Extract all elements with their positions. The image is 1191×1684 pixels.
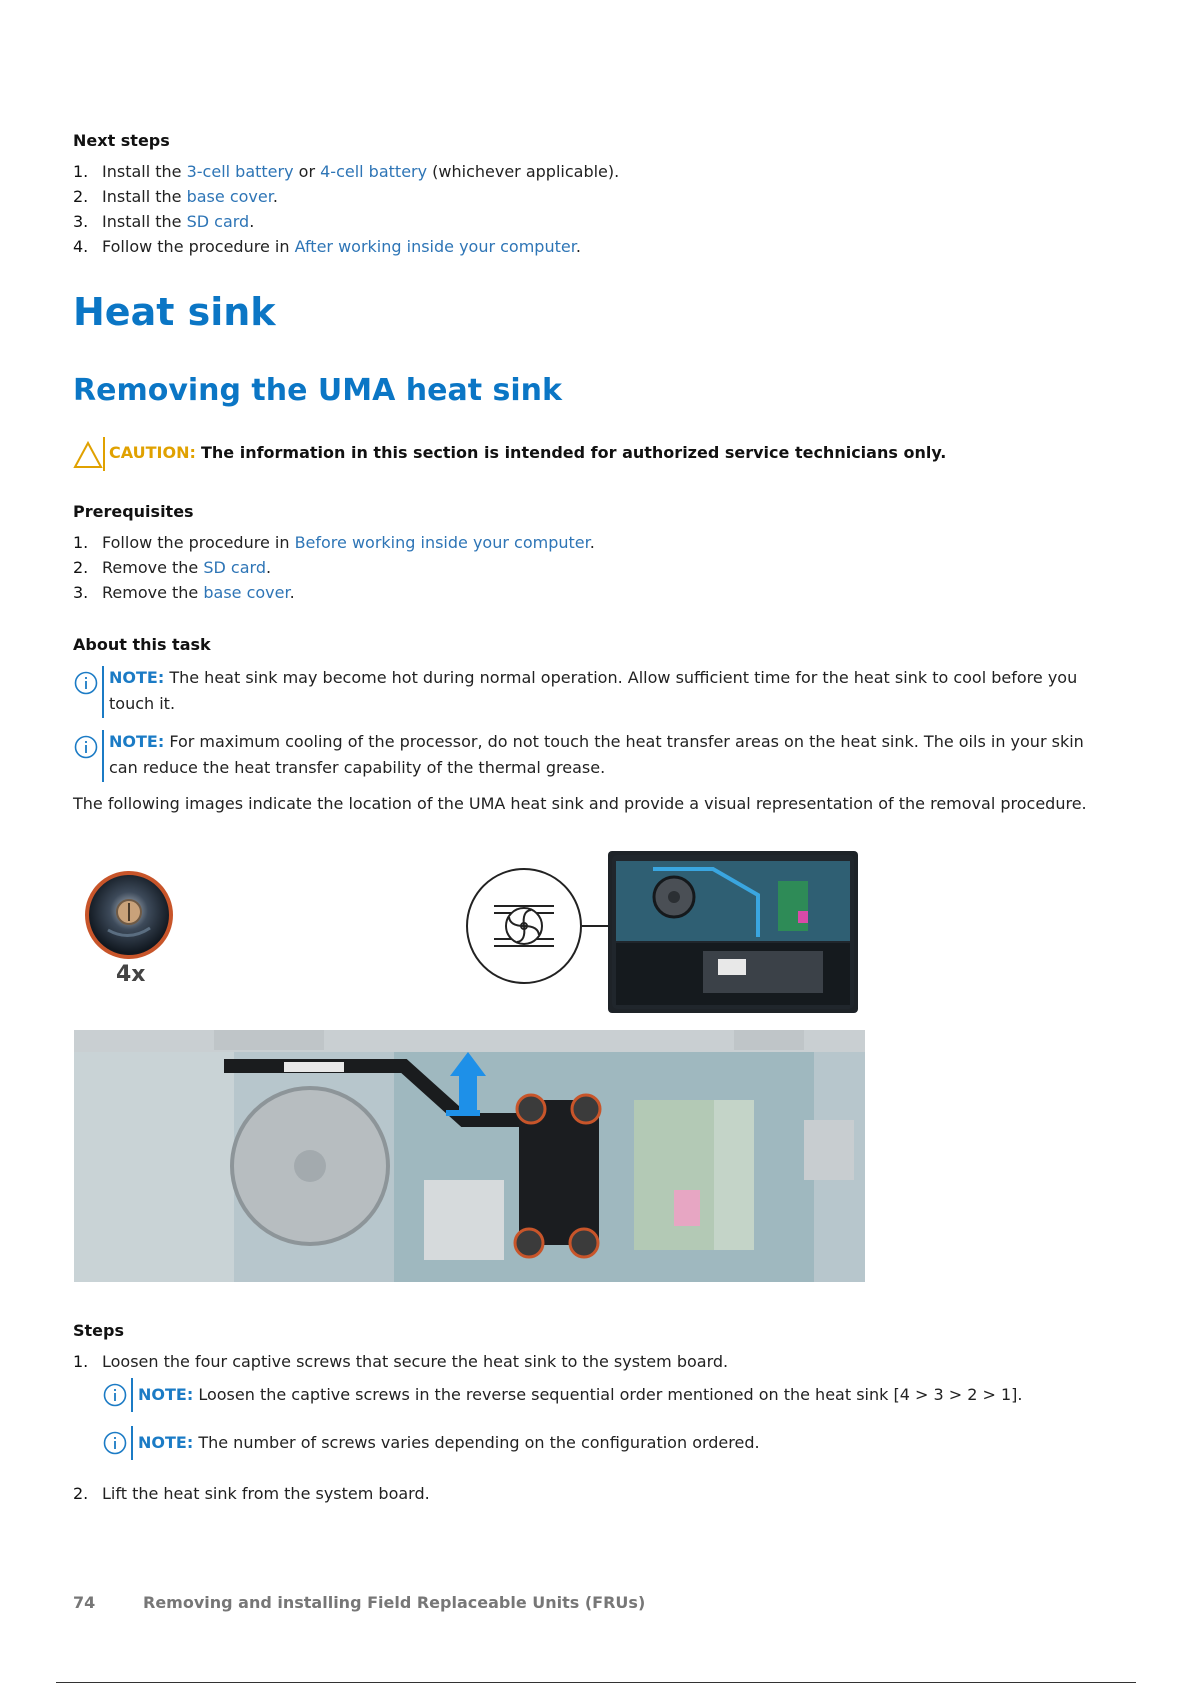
text: (whichever applicable). [427, 162, 620, 181]
list-number: 1. [73, 162, 89, 181]
list-text [102, 237, 581, 256]
list-text [102, 187, 278, 206]
text: Install the [102, 212, 187, 231]
list-text [102, 162, 619, 181]
list-item [0, 1484, 1191, 1506]
link-sd-card[interactable]: SD card [186, 212, 250, 231]
list-item [0, 558, 1191, 580]
footer-title: Removing and installing Field Replaceable Units (FRUs) [143, 1593, 646, 1612]
list-text: Lift the heat sink from the system board. [102, 1484, 430, 1503]
list-text [102, 583, 295, 602]
list-item [0, 583, 1191, 605]
list-number: 2. [73, 187, 89, 206]
footer-rule [56, 1682, 1136, 1683]
figure-intro: The following images indicate the location of the UMA heat sink and provide a visual representation of the removal procedure. [73, 794, 1087, 813]
text: Follow the procedure in [102, 237, 295, 256]
caution-text: The information in this section is intended for authorized service technicians only. [200, 443, 947, 462]
list-number: 1. [73, 533, 89, 552]
list-text [102, 558, 271, 577]
link-before-working[interactable]: Before working inside your computer [294, 533, 590, 552]
list-text [102, 212, 254, 231]
list-number: 2. [73, 1484, 89, 1503]
note-block [109, 729, 1119, 781]
info-icon [74, 734, 100, 760]
text: Remove the [102, 558, 204, 577]
list-text: Loosen the four captive screws that secure the heat sink to the system board. [102, 1352, 729, 1371]
page-number: 74 [73, 1593, 96, 1612]
list-number: 3. [73, 212, 89, 231]
info-icon [74, 670, 100, 696]
note-label: NOTE: [109, 668, 165, 687]
list-text [102, 533, 595, 552]
fan-callout-icon [464, 866, 584, 986]
note-text: can reduce the heat transfer capability of the thermal grease. [109, 758, 606, 777]
link-sd-card[interactable]: SD card [203, 558, 266, 577]
note-label: NOTE: [138, 1433, 194, 1452]
note-label: NOTE: [138, 1385, 194, 1404]
about-heading: About this task [73, 635, 211, 654]
list-item [0, 237, 1191, 259]
list-item [0, 162, 1191, 184]
note-text: Loosen the captive screws in the reverse sequential order mentioned on the heat sink [4 > 3 > 2 > 1]. [198, 1385, 1023, 1404]
text: Install the [102, 162, 187, 181]
note-block [138, 1430, 760, 1456]
text: . [272, 187, 278, 206]
text: . [249, 212, 255, 231]
note-text: The number of screws varies depending on the configuration ordered. [198, 1433, 760, 1452]
info-icon [103, 1382, 129, 1408]
info-icon [103, 1430, 129, 1456]
text: Install the [102, 187, 187, 206]
list-number: 2. [73, 558, 89, 577]
screw-count: 4x [116, 962, 146, 987]
link-base-cover[interactable]: base cover [203, 583, 290, 602]
list-item [0, 1352, 1191, 1374]
link-4-cell-battery[interactable]: 4-cell battery [320, 162, 428, 181]
laptop-overview-image [608, 851, 858, 1013]
note-block [109, 665, 1109, 717]
warning-icon [73, 437, 105, 471]
list-item [0, 533, 1191, 555]
note-bar [131, 1378, 133, 1412]
note-bar [102, 666, 104, 718]
note-text: touch it. [109, 694, 176, 713]
note-label: NOTE: [109, 732, 165, 751]
heat-sink-removal-image [74, 1030, 865, 1282]
caution-block [109, 443, 946, 462]
list-number: 3. [73, 583, 89, 602]
next-steps-heading: Next steps [73, 131, 170, 150]
list-item [0, 212, 1191, 234]
link-3-cell-battery[interactable]: 3-cell battery [186, 162, 294, 181]
page-title: Heat sink [73, 290, 276, 334]
text: . [589, 533, 595, 552]
section-title: Removing the UMA heat sink [73, 373, 562, 408]
text: Remove the [102, 583, 204, 602]
note-block [138, 1382, 1023, 1408]
caution-label: CAUTION: [109, 443, 196, 462]
link-base-cover[interactable]: base cover [186, 187, 273, 206]
note-text: The heat sink may become hot during normal operation. Allow sufficient time for the heat sink to cool before you [169, 668, 1078, 687]
text: . [289, 583, 295, 602]
note-bar [102, 730, 104, 782]
text: . [265, 558, 272, 577]
screw-callout-icon [84, 870, 174, 960]
note-text: For maximum cooling of the processor, do not touch the heat transfer areas on the heat sink. The oils in your skin [169, 732, 1084, 751]
note-bar [131, 1426, 133, 1460]
list-number: 4. [73, 237, 89, 256]
text: Follow the procedure in [102, 533, 295, 552]
prerequisites-heading: Prerequisites [73, 502, 194, 521]
text: or [293, 162, 321, 181]
steps-heading: Steps [73, 1321, 124, 1340]
list-item [0, 187, 1191, 209]
list-number: 1. [73, 1352, 89, 1371]
text: . [575, 237, 581, 256]
link-after-working[interactable]: After working inside your computer [294, 237, 576, 256]
